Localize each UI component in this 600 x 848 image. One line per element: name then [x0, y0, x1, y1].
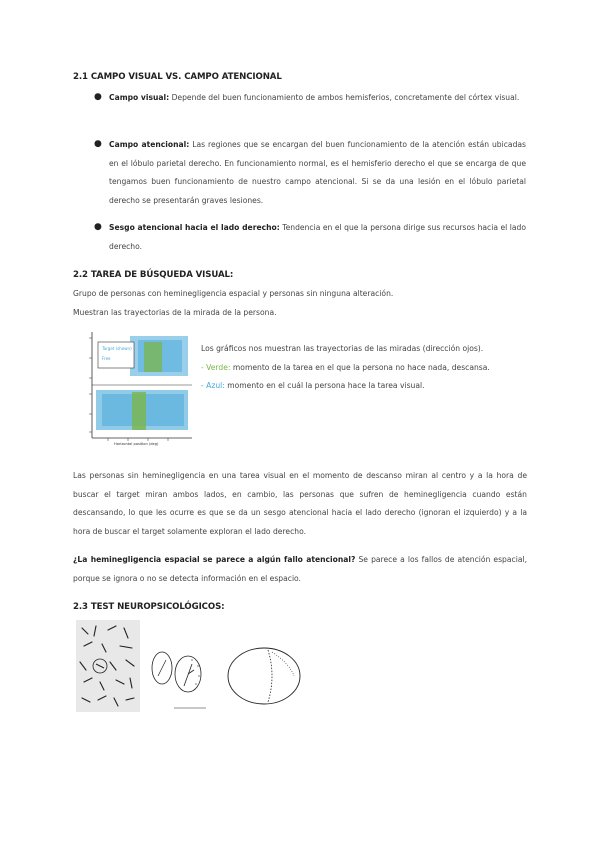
bullet-icon: ●: [94, 222, 102, 232]
figure-x-label: Horizontal position (deg): [114, 442, 159, 446]
green-label: - Verde:: [201, 363, 231, 372]
graph-blue-line: [201, 377, 541, 396]
text-sesgo-atencional: Tendencia en el que la persona dirige sus recursos hacia el lado derecho.: [109, 223, 526, 251]
graph-green-line: [201, 359, 541, 378]
legend-free-label: Free: [102, 356, 111, 361]
figure-copy-test-image: [224, 644, 306, 708]
term-campo-visual: Campo visual:: [109, 93, 170, 102]
section-heading-tarea-busqueda: 2.2 TAREA DE BÚSQUEDA VISUAL:: [73, 270, 234, 280]
clock-drawing-test-image: [144, 640, 214, 710]
blue-label: - Azul:: [201, 381, 225, 390]
legend-target-label: Target (shown): [102, 346, 132, 351]
explanation-paragraph: Las personas sin heminegligencia en una tarea visual en el momento de descanso miran al centro y a la hora de buscar el target miran ambos lados, en cambio, las personas que sufren de heminegligencia cuando están descansando, lo que les ocurre es que se da un sesgo atencional hacia el lado derecho (ignoran el izquierdo) y a la hora de buscar el target solamente exploran el lado derecho.: [73, 471, 527, 536]
line-cancellation-test-image: [76, 620, 140, 712]
bullet-campo-visual: [109, 89, 526, 108]
intro-line-1: Grupo de personas con heminegligencia espacial y personas sin ninguna alteración.: [73, 289, 394, 298]
bullet-icon: ●: [94, 139, 102, 149]
bottom-gaze-panel: [96, 390, 188, 430]
answer-text: Se parece a los fallos de atención espacial, porque se ignora o no se detecta información en el espacio.: [73, 555, 527, 583]
section-heading-campo-visual: 2.1 CAMPO VISUAL VS. CAMPO ATENCIONAL: [73, 72, 282, 82]
intro-line-2: Muestran las trayectorias de la mirada de la persona.: [73, 308, 277, 317]
term-sesgo-atencional: Sesgo atencional hacia el lado derecho:: [109, 223, 280, 232]
bullet-sesgo-atencional: [109, 219, 526, 256]
gaze-trajectory-figure: [78, 328, 196, 446]
question-paragraph: [73, 551, 527, 588]
term-campo-atencional: Campo atencional:: [109, 140, 190, 149]
text-campo-atencional: Las regiones que se encargan del buen funcionamiento de la atención están ubicadas en el lóbulo parietal derecho. En funcionamiento normal, es el hemisferio derecho el que se encarga de que tengamos buen funcionamiento de nuestro campo atencional. Si se da una lesión en el lóbulo parietal derecho se presentarán graves lesiones.: [109, 140, 526, 205]
blue-text: momento en el cuál la persona hace la tarea visual.: [224, 381, 425, 390]
graph-intro: Los gráficos nos muestran las trayectorias de las miradas (dirección ojos).: [201, 344, 484, 353]
green-text: momento de la tarea en el que la persona no hace nada, descansa.: [230, 363, 490, 372]
question-text: ¿La heminegligencia espacial se parece a algún fallo atencional?: [73, 555, 356, 564]
section-heading-test-neuropsicologicos: 2.3 TEST NEUROPSICOLÓGICOS:: [73, 602, 225, 612]
bullet-campo-atencional: [109, 136, 526, 210]
bullet-icon: ●: [94, 92, 102, 102]
text-campo-visual: Depende del buen funcionamiento de ambos hemisferios, concretamente del córtex visual.: [169, 93, 520, 102]
